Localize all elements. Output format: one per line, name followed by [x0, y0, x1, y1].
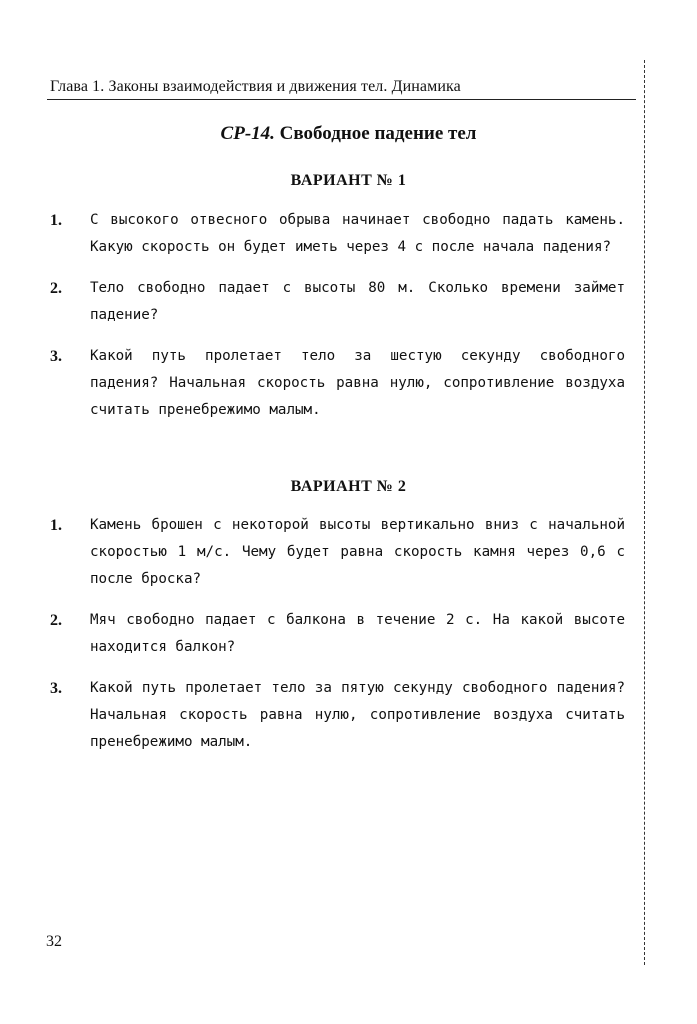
running-header: Глава 1. Законы взаимодействия и движения тел. Динамика [50, 78, 461, 95]
problem-item [50, 275, 625, 329]
problem-item [50, 607, 625, 661]
problem-item [50, 675, 625, 756]
variant-1-problems [50, 207, 625, 424]
variant-1-heading: ВАРИАНТ № 1 [290, 172, 407, 189]
problem-text: Камень брошен с некоторой высоты вертикально вниз с начальной скоростью 1 м/с. Чему будет равна скорость камня через 0,6 с после броска? [90, 517, 625, 587]
problem-number: 1. [50, 212, 62, 229]
problem-text: Мяч свободно падает с балкона в течение 2 с. На какой высоте находится балкон? [90, 612, 625, 655]
section-title [0, 123, 697, 145]
problem-number: 2. [50, 612, 62, 629]
page-number: 32 [46, 933, 62, 950]
problem-item [50, 343, 625, 424]
section-title-text: Свободное падение тел [279, 123, 477, 144]
header-rule [47, 99, 636, 100]
variant-2-heading: ВАРИАНТ № 2 [290, 478, 407, 495]
section-code: СР-14. [220, 123, 275, 144]
problem-number: 3. [50, 680, 62, 697]
problem-text: Какой путь пролетает тело за шестую секунду свободного падения? Начальная скорость равна нулю, сопротивление воздуха считать пренебрежимо малым. [90, 348, 625, 418]
problem-text: Тело свободно падает с высоты 80 м. Сколько времени займет падение? [90, 280, 625, 323]
cut-line [644, 60, 645, 965]
problem-number: 1. [50, 517, 62, 534]
problem-text: С высокого отвесного обрыва начинает свободно падать камень. Какую скорость он будет иметь через 4 с после начала падения? [90, 212, 625, 255]
problem-number: 3. [50, 348, 62, 365]
variant-2-problems [50, 512, 625, 756]
problem-number: 2. [50, 280, 62, 297]
problem-item [50, 207, 625, 261]
problem-text: Какой путь пролетает тело за пятую секунду свободного падения? Начальная скорость равна нулю, сопротивление воздуха считать пренебрежимо малым. [90, 680, 625, 750]
problem-item [50, 512, 625, 593]
